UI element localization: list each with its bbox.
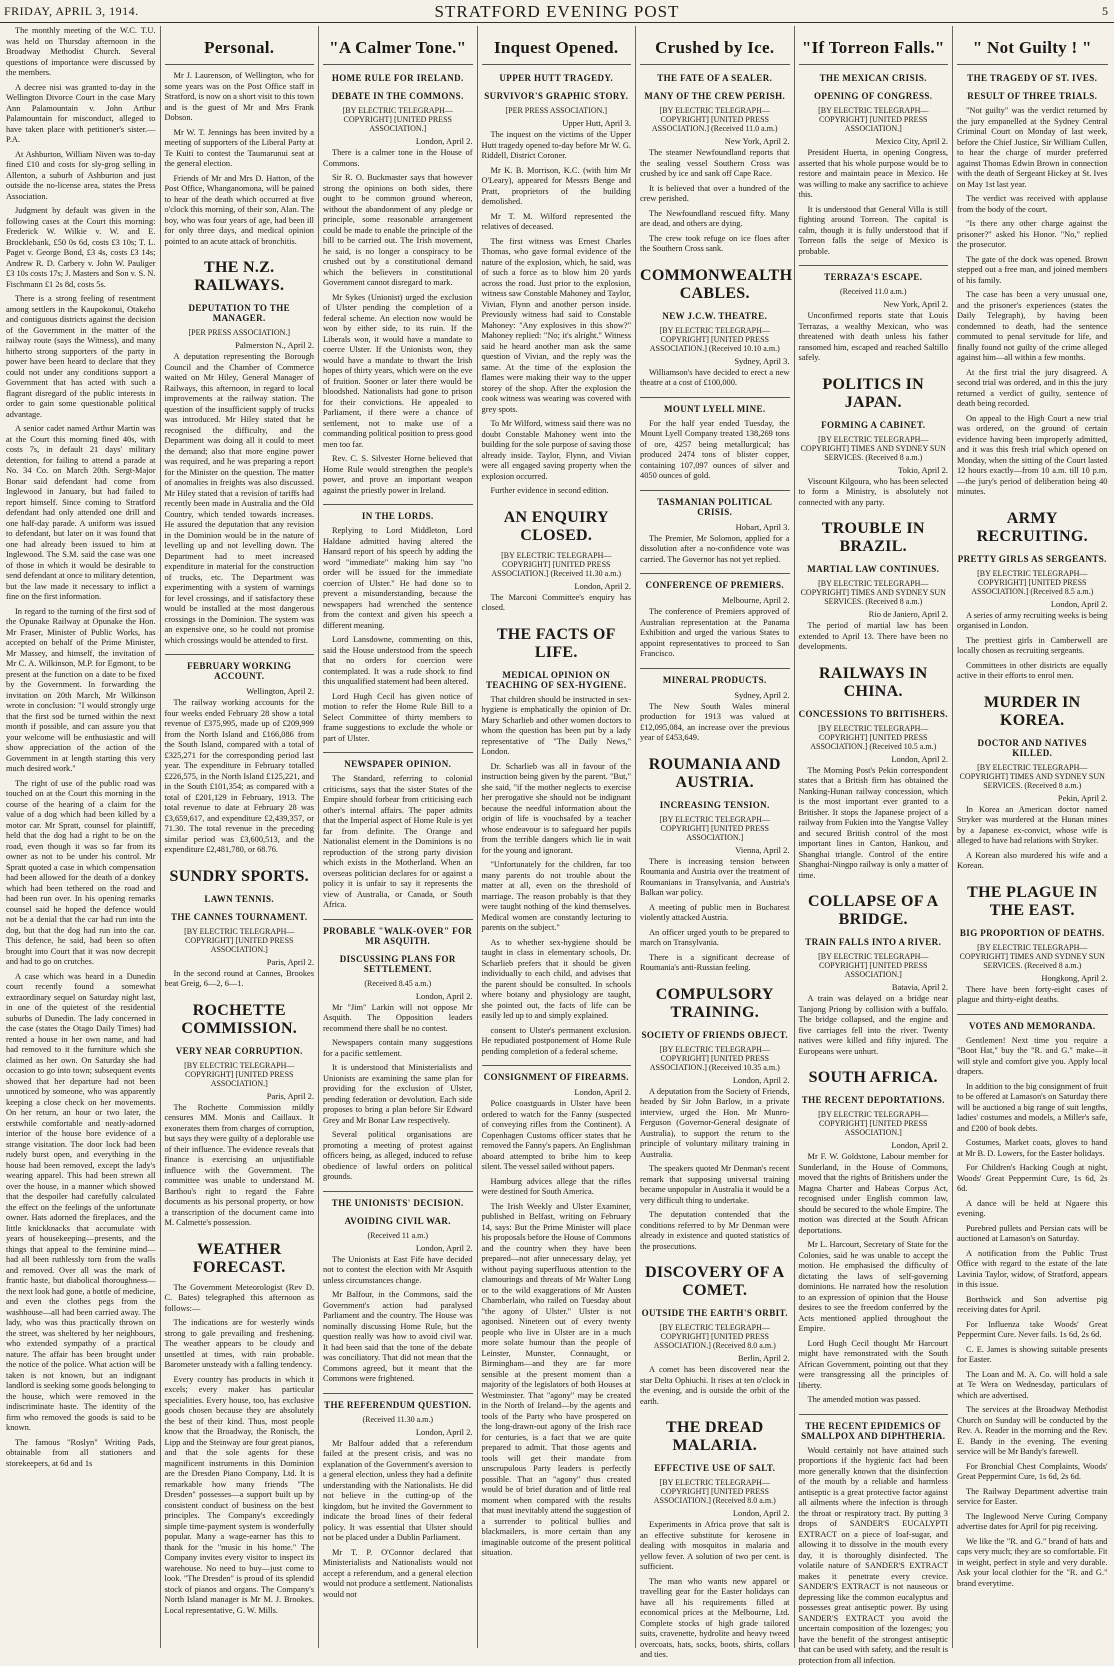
article-paragraph: Committees in other districts are equally active in their efforts to enrol men. (957, 661, 1108, 682)
article-paragraph: A decree nisi was granted to-day in the Wellington Divorce Court in the case Mary Ann Palamountain v. John Arthur Palamountain for misconduct, alleged to have taken place with petitioner's sister.—P.A. (6, 83, 156, 146)
masthead (0, 0, 1114, 23)
headline-roumania: ROUMANIA AND AUSTRIA. (640, 756, 790, 792)
article-paragraph: For the half year ended Tuesday, the Mount Lyell Company treated 138,269 tons of ore, 4257 being metallurgical; has produced 2474 tons of blister copper, containing 107,097 ounces of silver and 4050 ounces of gold. (640, 419, 790, 482)
article-paragraph: A senior cadet named Arthur Martin was at the Court this morning fined 40s, with costs 7s, in default 21 days' military detention, for failing to attend a parade at No. 34 Co. on March 20th. Sergt-Major Bonar said defendant had come from Inglewood in January, but had failed to report himself. Since coming to Stratford defendant had only attended one drill and one half-day parade. A uniform was issued to defendant, but later on it was found that one had already been issued to him at Inglewood. The S.M. said the case was one of those in which it would be desirable to send defendant at once to military detention, but the law made it necessary to inflict a fine on the first information. (6, 424, 156, 603)
dateline: London, April 2. (323, 136, 473, 146)
article-paragraph: The deputation contended that the conditions referred to by Mr Denman were already in existence and quoted statistics of the prosecutions. (640, 1210, 790, 1252)
subhead-settlement: DISCUSSING PLANS FOR SETTLEMENT. (323, 954, 473, 974)
article-paragraph: A case which was heard in a Dunedin court recently found a somewhat extraordinary sequel on Saturday night last, in one of the quietest of the residential suburbs of Dunedin. The lady concerned in the case (states the Otago Daily Times) had rented a house in her own name, and had had removed to it the furniture which she claimed as her own. On Saturday she had occasion to go into town; subsequent events showed that her departure had not been unnoticed by someone, who was apparently keeping a close check on her movements. On her return, an hour or two later, the erstwhile comfortable and neatly-adorned interior of the house bore evidence of a strange visitation. The door lock had been rudely burst open, and everything in the house had been removed, except the lady's wearing apparel. This had been strewn all over the house, in a manner which showed that the despoiler had carefully calculated the effect on the feelings of the unfortunate owner. Hats adorned the fireplaces, and the little knickknacks that accumulate with years of housekeeping—presents, and the things that appeal to the feminine mind—had all been ruthlessly torn from the walls and removed. Over all was the mark of frantic haste, but diabolical thoroughness—the next look had gone, a bottle of medicine, and even the clothes pegs from the washhouse—all had been carried away. The lady, who was thus practically thrown on the street, was sheltered by her neighbours, who extended sympathy of a practical nature. The affair has been brought under the notice of the police. What action will be taken is not known, but an indignant landlord is seeking some goods belonging to the house, which were removed in the indiscriminate haste. The identity of the firm who removed the goods is said to be known. (6, 972, 156, 1434)
dateline: London, April 2. (323, 1427, 473, 1437)
article-paragraph: In regard to the turning of the first sod of the Opunake Railway at Opunake the Hon. Mr Fraser, Minister of Public Works, has accepted on behalf of the Prime Minister, Mr Massey, and himself, the invitation of Mr C. A. Wilkinson, M.P. for Egmont, to be present at the function on a date to be fixed by the Government. In forwarding the invitation on 20th March, Mr Wilkinson wrote in conclusion: "I would strongly urge that the first sod be turned within the next month if possible, and can assure you that your welcome will be enthusiastic and will show appreciation of the action of the Government in at length starting this very much desired work." (6, 607, 156, 775)
theatre-paragraphs (640, 368, 790, 389)
opinion-paragraphs (323, 774, 473, 911)
dateline: Rio de Janiero, April 2. (799, 609, 949, 619)
article-paragraph: At Ashburton, William Niven was to-day fined £10 and costs for sly-grog selling in Allenton, a suburb of Ashburton and just outside the no-license area, states the Press Association. (6, 150, 156, 203)
headline-china-railways: RAILWAYS IN CHINA. (799, 665, 949, 701)
dateline: New York, April 2. (640, 136, 790, 146)
article-paragraph: "Not guilty" was the verdict returned by the jury empanelled at the Sydney Central Criminal Court on Monday of last week, before the Chief Justice, Sir William Cullen, to hear the charge of murder preferred against Thomas Edwin Brown in connection with the death of Sergeant Hickey at St. Ives on May 1st last year. (957, 106, 1108, 190)
article-paragraph: For Bronchial Chest Complaints, Woods' Great Peppermint Cure, 1s 6d, 2s 6d. (957, 1462, 1108, 1483)
credit-line: [BY ELECTRIC TELEGRAPH—COPYRIGHT] [UNITED PRESS ASSOCIATION.] (165, 927, 315, 954)
dateline: Batavia, April 2. (799, 982, 949, 992)
subhead-doctor: DOCTOR AND NATIVES KILLED. (957, 738, 1108, 758)
article-paragraph: There is increasing tension between Roumania and Austria over the treatment of Roumanians in Transylvania, and Austria's Balkan war policy. (640, 857, 790, 899)
article-paragraph: A notification from the Public Trust Office with regard to the estate of the late Lavinia Taylor, widow, of Stratford, appears in this issue. (957, 1249, 1108, 1291)
article-paragraph: The famous "Roslyn" Writing Pads, obtainable from all stationers and storekeepers, at 6d and 1s (6, 1438, 156, 1470)
article-paragraph: The right of use of the public road was touched on at the Court this morning in the course of the hearing of a claim for the value of a dog which had been killed by a motor car. Mr Spratt, counsel for plaintiff, held that the dog had a right to be on the road, even though it was so far from its owner as not to be under his control. Mr Spratt quoted a case in which compensation had been allowed for the death of a donkey which had been tethered on the road and had been run over. In his opening remarks counsel said he hoped the defence would not be a denial that the car had run into the dog, but that the dog had run into the car. This defence, he said, had been so often brought into Court that it was now decrepit and had to go on crutches. (6, 779, 156, 968)
firearms-paragraphs (482, 1099, 632, 1559)
article-paragraph: Williamson's have decided to erect a new theatre at a cost of £100,000. (640, 368, 790, 389)
subhead-corruption: VERY NEAR CORRUPTION. (165, 1046, 315, 1056)
article-paragraph: The Newfoundland rescued fifty. Many are dead, and others are dying. (640, 209, 790, 230)
subhead-crew: MANY OF THE CREW PERISH. (640, 91, 790, 101)
article-paragraph: The period of martial law has been extended to April 13. There have been no developments. (799, 621, 949, 653)
headline-sundry-sports: SUNDRY SPORTS. (165, 868, 315, 886)
article-paragraph: The Railway Department advertise train service for Easter. (957, 1487, 1108, 1508)
lyell-paragraphs (640, 419, 790, 482)
article-paragraph: The New South Wales mineral production for 1913 was valued at £12,095,084, an increase over the previous year of £453,649. (640, 702, 790, 744)
subhead-mexican-crisis: THE MEXICAN CRISIS. (799, 73, 949, 83)
dateline: Hongkong, April 2. (957, 973, 1108, 983)
credit-line: [BY ELECTRIC TELEGRAPH—COPYRIGHT] TIMES AND SYDNEY SUN SERVICES. (Received 8 a.m.) (957, 763, 1108, 790)
headline-compulsory-training: COMPULSORY TRAINING. (640, 986, 790, 1022)
walkover-paragraphs (323, 1003, 473, 1183)
subhead-sex-hygiene: MEDICAL OPINION ON TEACHING OF SEX-HYGIENE. (482, 670, 632, 690)
article-paragraph: Mr Balfour added that a referendum failed at the present crisis, and was no explanation of the Government's aversion to a general election, unless they had a definite understanding with the Nationalists. He did not believe in the cutting-up of the kingdom, but he invited the Government to indicate the broad lines of their federal policy. It was essential that Ulster should not be placed under a Dublin Parliament. (323, 1439, 473, 1544)
article-paragraph: The indications are for westerly winds strong to gale prevailing and freshening. The weather appears to be cloudy and unsettled at times, with rain probable. Barometer unsteady with a falling tendency. (165, 1318, 315, 1371)
headline-inquest: Inquest Opened. (482, 38, 632, 65)
headline-crushed-by-ice: Crushed by Ice. (640, 38, 790, 65)
dateline: Palmerston N., April 2. (165, 340, 315, 350)
article-paragraph: The Standard, referring to colonial criticisms, says that the sister States of the Empire should forbear from criticising each other's internal affairs. The paper admits that the Imperial aspect of Home Rule is yet far from definite. The Orange and Nationalist element in the Dominions is no reproduction of the strong party division which exists in the Motherland. When an overseas politician declares for or against a policy it is unfair to say it represents the view of Australia, or Canada, or South Africa. (323, 774, 473, 911)
article-paragraph: To Mr Wilford, witness said there was no doubt Constable Mahoney went into the building for the sole purpose of saving those already inside. Taylor, Flynn, and Vivian were all engaged saving property when the explosion occurred. (482, 419, 632, 482)
subhead-deaths: BIG PROPORTION OF DEATHS. (957, 928, 1108, 938)
headline-plague: THE PLAGUE IN THE EAST. (957, 884, 1108, 920)
article-paragraph: The conference of Premiers approved of Australian representation at the Panama Exhibition and urged the various States to appoint representatives to proceed to San Francisco. (640, 607, 790, 660)
personal-paragraphs (165, 71, 315, 247)
unionists-paragraphs (323, 1255, 473, 1385)
subhead-concessions: CONCESSIONS TO BRITISHERS. (799, 709, 949, 719)
article-paragraph: The Unionists at East Fife have decided not to contest the election with Mr Asquith unless circumstances change. (323, 1255, 473, 1287)
credit-line: [PER PRESS ASSOCIATION.] (165, 328, 315, 337)
commons-paragraphs (323, 148, 473, 496)
article-paragraph: There have been forty-eight cases of plague and thirty-eight deaths. (957, 985, 1108, 1006)
headline-malaria: THE DREAD MALARIA. (640, 1419, 790, 1455)
credit-line: [BY ELECTRIC TELEGRAPH—COPYRIGHT] [UNITED PRESS ASSOCIATION.] (165, 1061, 315, 1088)
article-paragraph: The first witness was Ernest Charles Thomas, who gave formal evidence of the nature of the explosion, which, he said, was of such a force as to blow him 20 yards across the road. Just prior to the explosion, witness saw Constable Mahoney and Taylor, Vivian, Flynn and another person inside. Previously witness had said to Constable Mahoney: "Any explosives in this show?" Mahoney replied: "No; it's alright." Witness said he heard another man ask the same question of Vivian, and the reply was the same. At the time of the explosion the flames were making their way to the upper storey of the shop. After the explosion the cook witness was wearing was covered with grey spots. (482, 237, 632, 416)
article-paragraph: There is a calmer tone in the House of Commons. (323, 148, 473, 169)
subhead-sealer: THE FATE OF A SEALER. (640, 73, 790, 83)
subhead-terraza: TERRAZA'S ESCAPE. (799, 265, 949, 282)
referendum-paragraphs (323, 1439, 473, 1601)
subhead-tasmania: TASMANIAN POLITICAL CRISIS. (640, 490, 790, 517)
headline-weather: WEATHER FORECAST. (165, 1241, 315, 1277)
subhead-mineral: MINERAL PRODUCTS. (640, 668, 790, 685)
dateline: London, April 2. (799, 1140, 949, 1150)
dateline: London, April 2. (482, 1087, 632, 1097)
article-paragraph: Would certainly not have attained such proportions if the hygienic fact had been more generally known that the disinfection of the mouth by a reliable and harmless antiseptic is a great protective factor against all ailments where the infection is through the throat or respiratory tract. By putting 3 drops of SANDER'S EUCALYPTI EXTRACT on a piece of loaf-sugar, and allowing it to dissolve in the mouth every day, it is thoroughly disinfected. The volatile nature of SANDER'S EXTRACT makes it penetrate every crevice. SANDER'S EXTRACT is not nauseous or depressing like the common eucalyptus and possesses great antiseptic power. By using SANDER'S EXTRACT you avoid the uncertain composition of the lozenges; you have the benefit of the strongest antiseptic that can be used with safety, and the result is protection from all infection. (799, 1446, 949, 1666)
tennis-paragraphs (165, 969, 315, 990)
article-paragraph: The inquest on the victims of the Upper Hutt tragedy opened to-day before Mr W. G. Riddell, District Coroner. (482, 130, 632, 162)
mineral-paragraphs (640, 702, 790, 744)
subhead-three-trials: RESULT OF THREE TRIALS. (957, 91, 1108, 101)
article-paragraph: In addition to the big consignment of fruit to be offered at Lamason's on Saturday there will be auctioned a big range of suit lengths, ladies' costumes and models, a Miller's safe, and £200 of book debts. (957, 1082, 1108, 1135)
column-3 (319, 26, 478, 1648)
credit-line: [BY ELECTRIC TELEGRAPH—COPYRIGHT] [UNITED PRESS ASSOCIATION.] (323, 106, 473, 133)
subhead-newspaper-opinion: NEWSPAPER OPINION. (323, 752, 473, 769)
credit-line: [PER PRESS ASSOCIATION.] (482, 106, 632, 115)
credit-line: [BY ELECTRIC TELEGRAPH—COPYRIGHT] [UNITED PRESS ASSOCIATION.] (Received 11.30 a.m.) (482, 551, 632, 578)
headline-commonwealth: COMMONWEALTH CABLES. (640, 267, 790, 303)
subhead-train: TRAIN FALLS INTO A RIVER. (799, 937, 949, 947)
bridge-paragraphs (799, 994, 949, 1057)
subhead-pretty-girls: PRETTY GIRLS AS SERGEANTS. (957, 554, 1108, 564)
article-paragraph: Lord Hugh Cecil thought Mr Harcourt might have remonstrated with the South African Government, pointing out that they were transgressing all the principles of liberty. (799, 1339, 949, 1392)
weather-paragraphs (165, 1283, 315, 1617)
article-paragraph: Replying to Lord Middleton, Lord Haldane admitted having altered the Hansard report of his speech by adding the word "immediate" making him say "no order will be issued for the immediate coercion of Ulster." He had done so to prevent a misunderstanding, because the newspapers had wrenched the sentence from the context and given his speech a different meaning. (323, 526, 473, 631)
article-paragraph: The gate of the dock was opened. Brown stepped out a free man, and joined members of his family. (957, 255, 1108, 287)
dateline: Tokio, April 2. (799, 465, 949, 475)
subhead-survivor: SURVIVOR'S GRAPHIC STORY. (482, 91, 632, 101)
dateline: Vienna, April 2. (640, 845, 790, 855)
dateline: Upper Hutt, April 3. (482, 118, 632, 128)
column-7 (953, 26, 1112, 1648)
dateline: Sydney, April 3. (640, 356, 790, 366)
article-paragraph: Newspapers contain many suggestions for a pacific settlement. (323, 1038, 473, 1059)
subhead-epidemics: THE RECENT EPIDEMICS OF SMALLPOX AND DIPHTHERIA. (799, 1414, 949, 1441)
article-paragraph: A dance will be held at Ngaere this evening. (957, 1199, 1108, 1220)
credit-line: [BY ELECTRIC TELEGRAPH—COPYRIGHT] [UNITED PRESS ASSOCIATION.] (799, 952, 949, 979)
article-paragraph: C. E. James is showing suitable presents for Easter. (957, 1345, 1108, 1366)
received-line: (Received 8.45 a.m.) (323, 979, 473, 988)
article-paragraph: The verdict was received with applause from the body of the court. (957, 194, 1108, 215)
article-paragraph: Mr T. P. O'Connor declared that Ministerialists and Nationalists would not accept a referendum, and a general election would not produce a settlement. Nationalists would not (323, 1548, 473, 1601)
article-paragraph: The man who wants new apparel or travelling gear for the Easter holidays can have all his requirements filled at economical prices at the Melbourne, Ltd. Complete stocks of high grade tailored suits, cravenette, hydrolite and heavy tweed overcoats, hats, socks, boots, shirts, collars and ties. (640, 1577, 790, 1661)
received-line: (Received 11 a.m.) (323, 1231, 473, 1240)
article-paragraph: Gentlemen! Next time you require a "Boot Hat," buy the "R. and G." make—it will style and comfort give you. Apply local drapers. (957, 1036, 1108, 1078)
subhead-mount-lyell: MOUNT LYELL MINE. (640, 397, 790, 414)
subhead-orbit: OUTSIDE THE EARTH'S ORBIT. (640, 1308, 790, 1318)
article-paragraph: Mr L. Harcourt, Secretary of State for the Colonies, said he was unable to accept the motion. He emphasised the difficulty of dictating the laws of self-governing dominions. He narrated how the resolution to an expression of opinion that the House desires to see the freedom conferred by the Acts mentioned applied throughout the Empire. (799, 1240, 949, 1335)
article-paragraph: Every country has products in which it excels; every maker has particular specialities. Every house, too, has exclusive goods chosen because they are absolutely the best of their kind. Thus, most people know that the Broadway, the Ronisch, the Lipp and the Steinway are four great pianos, and that the sole agents for these magnificent instruments in this Dominion are the Dresden Piano Company, Ltd. It is remarkable how many friends "The Dresden" possesses—a support built up by consistent conduct of business on the best principles. The Company's exceedingly simple time-payment system is wonderfully popular. Many a wage-earner has this to thank for the "music in his home." The Company invites every visitor to inspect its warehouse. No need to buy—just come to look. "The Dresden" is proud of its splendid stock of pianos and organs. The Company's North Island manager is Mr M. J. Brookes. Local representative, G. W. Mills. (165, 1375, 315, 1617)
subhead-cabinet: FORMING A CABINET. (799, 420, 949, 430)
headline-army-recruiting: ARMY RECRUITING. (957, 510, 1108, 546)
headline-not-guilty: " Not Guilty ! " (957, 38, 1108, 65)
article-paragraph: Judgment by default was given in the following cases at the Court this morning: Frederick W. Wilkie v. W. and E. Brocklebank, £50 0s 6d, costs £3 10s; T. L. Paget v. George Bond, £3 4s, costs £3 14s; Andrew R. D. Carbery v. John W. Pauliger £3 10s costs 17s; J. Masters and Son v. S. N. Fischmann £1 2s 8d, costs 5s. (6, 206, 156, 290)
newspaper-title: STRATFORD EVENING POST (0, 2, 1114, 22)
article-paragraph: There is a significant decrease of Roumania's anti-Russian feeling. (640, 953, 790, 974)
lords-paragraphs (323, 526, 473, 744)
article-paragraph: The Irish Weekly and Ulster Examiner, published in Belfast, writing on February 14, says: But the Prime Minister will place his proposals before the House of Commons and the country when they have been prepared—not after unnecessary delay, yet without paying superfluous attention to the clamourings and threats of Mr Walter Long or to the wild exaggerations of Mr Austen Chamberlain, who railed on Tuesday about "the agony of Ulster." Ulster is not agonised. Nineteen out of every twenty people who live in Ulster are in a much more solate humour than the people of Leinster, Munster, Connaught, or Birmingham—and they are far more sensible at the present moment than a majority of the legislators of both Houses at Westminster. That "agony" may be created in the North of Ireland—by the agents and tools of the Party who have prospered on the long-drawn-out agony of the Irish race for centuries, is a fact that we are quite prepared to admit. That those agents and tools will get their mandate from unscrupulous Party leaders is perfectly possible. That an "agony" thus created would be of brief duration and of little real moment when compared with the results that must inevitably attend the suggestion of a surrender to political bullies and blackmailers, is more certain than any imaginable outcome of the present political situation. (482, 1202, 632, 1559)
article-paragraph: In the second round at Cannes, Brookes beat Greig, 6—2, 6—1. (165, 969, 315, 990)
col1-paragraphs (6, 26, 156, 1469)
headline-torreon: "If Torreon Falls." (799, 38, 949, 65)
article-paragraph: The amended motion was passed. (799, 1395, 949, 1406)
article-paragraph: Hamburg advices allege that the rifles were destined for South America. (482, 1177, 632, 1198)
headline-bridge: COLLAPSE OF A BRIDGE. (799, 893, 949, 929)
article-paragraph: Dr. Scharlieb was all in favour of the instruction being given by the parent. "But," she said, "if the mother neglects to exercise her prerogative she should not be indignant because the needful information about the origin of life is vouchsafed by a teacher whose endeavour is to safeguard her pupils from the terrible dangers which lie in wait for the young and ignorant. (482, 762, 632, 857)
subhead-referendum: THE REFERENDUM QUESTION. (323, 1393, 473, 1410)
dateline: Paris, April 2. (165, 957, 315, 967)
article-paragraph: The Marconi Committee's enquiry has closed. (482, 593, 632, 614)
credit-line: [BY ELECTRIC TELEGRAPH—COPYRIGHT] [UNITED PRESS ASSOCIATION.] (799, 1110, 949, 1137)
subhead-firearms: CONSIGNMENT OF FIREARMS. (482, 1065, 632, 1082)
subhead-home-rule: HOME RULE FOR IRELAND. (323, 73, 473, 83)
article-paragraph: Lord Lansdowne, commenting on this, said the House understood from the speech that no orders for coercion were contemplated. It was a rude shock to find this unqualified statement had been altered. (323, 635, 473, 688)
brazil-paragraphs (799, 621, 949, 653)
subhead-walk-over: PROBABLE "WALK-OVER" FOR MR ASQUITH. (323, 919, 473, 946)
article-paragraph: A series of army recruiting weeks is being organised in London. (957, 611, 1108, 632)
subhead-theatre: NEW J.C.W. THEATRE. (640, 311, 790, 321)
subhead-lawn-tennis: LAWN TENNIS. (165, 894, 315, 904)
article-paragraph: "Is there any other charge against the prisoner?" asked his Honor. "No," replied the prosecutor. (957, 219, 1108, 251)
credit-line: [BY ELECTRIC TELEGRAPH—COPYRIGHT] [UNITED PRESS ASSOCIATION.] (640, 815, 790, 842)
dateline: London, April 2. (323, 1243, 473, 1253)
issue-date: FRIDAY, APRIL 3, 1914. (4, 4, 139, 19)
article-paragraph: Costumes, Market coats, gloves to hand at Mr B. D. Lowers, for the Easter holidays. (957, 1138, 1108, 1159)
column-6 (795, 26, 954, 1648)
subhead-friends: SOCIETY OF FRIENDS OBJECT. (640, 1030, 790, 1040)
headline-south-africa: SOUTH AFRICA. (799, 1069, 949, 1087)
subhead-civil-war: AVOIDING CIVIL WAR. (323, 1216, 473, 1226)
subhead-deportations: THE RECENT DEPORTATIONS. (799, 1095, 949, 1105)
epidemics-paragraphs (799, 1446, 949, 1666)
dateline: London, April 2. (482, 581, 632, 591)
training-paragraphs (640, 1087, 790, 1253)
article-paragraph: Several political organisations are promoting a meeting of protest against officers being, as alleged, induced to refuse obedience of lawful orders on political grounds. (323, 1130, 473, 1183)
dateline: London, April 2. (957, 599, 1108, 609)
dateline: London, April 2. (640, 1508, 790, 1518)
headline-facts-of-life: THE FACTS OF LIFE. (482, 626, 632, 662)
article-paragraph: The crew took refuge on ice floes after the Southern Cross sank. (640, 234, 790, 255)
credit-line: [BY ELECTRIC TELEGRAPH—COPYRIGHT] [UNITED PRESS ASSOCIATION.] (799, 106, 949, 133)
article-paragraph: Purebred pullets and Persian cats will be auctioned at Lamason's on Saturday. (957, 1224, 1108, 1245)
article-paragraph: Mr T. M. Wilford represented the relatives of deceased. (482, 212, 632, 233)
article-paragraph: That children should be instructed in sex-hygiene is emphatically the opinion of Dr. Mary Scharlieb and other women doctors to whom the question has been put by a lady representative of "The Daily News," London. (482, 695, 632, 758)
article-paragraph: Mr W. T. Jennings has been invited by a meeting of supporters of the Liberal Party at Te Kuiti to contest the Taumarunui seat at the general election. (165, 128, 315, 170)
dateline: Wellington, April 2. (165, 686, 315, 696)
article-paragraph: Rev. C. S. Silvester Horne believed that Home Rule would strengthen the people's power, and prove an important weapon against the priestly power in Ireland. (323, 454, 473, 496)
article-paragraph: Viscount Kilgoura, who has been selected to form a Ministry, is absolutely not connected with any party. (799, 477, 949, 509)
credit-line: [BY ELECTRIC TELEGRAPH—COPYRIGHT] TIMES AND SYDNEY SUN SERVICES. (Received 8 a.m.) (799, 435, 949, 462)
comet-paragraphs (640, 1365, 790, 1407)
article-paragraph: "Unfortunately for the children, far too many parents do not trouble about the matter at all, even on the threshold of marriage. The reason probably is that they were taught nothing of the kind themselves. Medical women are constantly lecturing to parents on the subject." (482, 860, 632, 934)
received-line: (Received 11.0 a.m.) (799, 287, 949, 296)
article-paragraph: Mr Balfour, in the Commons, said the Government's action had paralysed Parliament and the country. The House was nominally discussing Home Rule, but the question really was how to avoid civil war. It had been said that the tone of the debate was conciliatory. That did not mean that the Commons agreed, but it meant that the Commons were frightened. (323, 1290, 473, 1385)
headline-personal: Personal. (165, 38, 315, 65)
column-5 (636, 26, 795, 1648)
article-paragraph: A meeting of public men in Bucharest violently attacked Austria. (640, 903, 790, 924)
subhead-salt: EFFECTIVE USE OF SALT. (640, 1463, 790, 1473)
credit-line: [BY ELECTRIC TELEGRAPH—COPYRIGHT] [UNITED PRESS ASSOCIATION.] (Received 10.35 a.m.) (640, 1045, 790, 1072)
article-paragraph: President Huerta, in opening Congress, asserted that his whole purpose would be to restore and maintain peace in Mexico. He was willing to make any sacrifice to achieve this. (799, 148, 949, 201)
subhead-unionists: THE UNIONISTS' DECISION. (323, 1191, 473, 1208)
article-paragraph: The case has been a very unusual one, and the prisoner's experiences (states the Daily Telegraph), by having been condemned to death, had the sentence commuted to penal servitude for life, and finally found not guilty of the crime alleged against him—all within a few months. (957, 290, 1108, 364)
memoranda-paragraphs (957, 1036, 1108, 1590)
trial-paragraphs (957, 106, 1108, 498)
subhead-upper-hutt: UPPER HUTT TRAGEDY. (482, 73, 632, 83)
article-paragraph: The railway working accounts for the four weeks ended February 28 show a total revenue of £375,995, made up of £209,999 from the North Island and £166,086 from the South Island, compared with a total of £325,271 for the corresponding period last year. The expenditure in February totalled £226,575, in the North Island £125,221, and in the South £101,354; as compared with a total of £201,129 in February, 1913. The total revenue to date at February 28 was £3,659,617, and expenditure £2,439,357, or 71.30. The total revenue in the preceding similar period was £3,600,513, and the expenditure £2,481,780, or 68.76. (165, 698, 315, 856)
headline-comet: DISCOVERY OF A COMET. (640, 1264, 790, 1300)
received-line: (Received 11.30 a.m.) (323, 1415, 473, 1424)
roumania-paragraphs (640, 857, 790, 974)
credit-line: [BY ELECTRIC TELEGRAPH—COPYRIGHT] [UNITED PRESS ASSOCIATION.] (Received 8.5 a.m.) (957, 569, 1108, 596)
article-paragraph: The Inglewood Nerve Curing Company advertise dates for April for pig receiving. (957, 1512, 1108, 1533)
article-paragraph: Mr Sykes (Unionist) urged the exclusion of Ulster pending the completion of a federal scheme. An election now would be won by either side, to its ruin. If the Liberals won, it would have a mandate to coerce Ulster. If the Unionists won, they would have a mandate to thwart the Irish hopes of thirty years, which were on the eve of fruition. Sooner or later there would be bloodshed. Nationalists had gone to prison for their convictions. He appealed to Parliament, if there were a chance of settlement, not to make use of a commanding political position to press good men too far. (323, 293, 473, 451)
article-paragraph: Sir R. O. Buckmaster says that however strong the opinions on both sides, there ought to be common ground whereon, without the abandonment of any pledge or principle, some reasonable arrangement could be made to enable the principle of the bill to be carried out. The Irish movement, he said, is no longer a conspiracy to be crushed out by a constitutional demand which the believers in constitutional Government cannot disregard to mark. (323, 173, 473, 289)
article-paragraph: consent to Ulster's permanent exclusion. He repudiated postponement of Home Rule pending completion of a federal scheme. (482, 1026, 632, 1058)
article-paragraph: Friends of Mr and Mrs D. Hatton, of the Post Office, Whanganomona, will be pained to hear of the death which occurred at five o'clock this morning, of their son, Alan. The boy, who was four years of age, had been ill for only three days, and medical opinion pointed to an acute attack of bronchitis. (165, 174, 315, 248)
article-paragraph: For Influenza take Woods' Great Peppermint Cure. Never fails. 1s 6d, 2s 6d. (957, 1320, 1108, 1341)
dateline: London, April 2. (799, 754, 949, 764)
article-paragraph: The Rochette Commission mildly censures MM. Monis and Caillaux. It exonerates them from charges of corruption, but says they were guilty of a deplorable use of their influence. The evidence reveals that finance is exercising an unjustifiable influence with the Government. The committee was unable to understand M. Barthou's right to regard the Fabre documents as his personal property, or how a transcription of the document came into M. Calmette's possession. (165, 1103, 315, 1229)
subhead-lords: IN THE LORDS. (323, 504, 473, 521)
subhead-cannes: THE CANNES TOURNAMENT. (165, 912, 315, 922)
article-paragraph: The steamer Newfoundland reports that the sealing vessel Southern Cross was crushed by ice and sank off Cape Race. (640, 148, 790, 180)
dateline: Sydney, April 2. (640, 690, 790, 700)
credit-line: [BY ELECTRIC TELEGRAPH—COPYRIGHT] [UNITED PRESS ASSOCIATION.] (Received 10.5 a.m.) (799, 724, 949, 751)
article-paragraph: It is understood that Ministerialists and Unionists are examining the same plan for providing for the exclusion of Ulster, pending federation or devolution. Each side proposes to bring a plan before Sir Edward Grey and Mr Bonar Law respectively. (323, 1063, 473, 1126)
article-paragraph: A Korean also murdered his wife and a Korean. (957, 851, 1108, 872)
account-paragraphs (165, 698, 315, 856)
premiers-paragraphs (640, 607, 790, 660)
column-1 (2, 26, 161, 1648)
headline-calmer-tone: "A Calmer Tone." (323, 38, 473, 65)
article-paragraph: In Korea an American doctor named Stryker was murdered at the Hunan mines by a Japanese ex-convict, whose wife is alleged to have had relations with Stryker. (957, 805, 1108, 847)
credit-line: [BY ELECTRIC TELEGRAPH—COPYRIGHT] [UNITED PRESS ASSOCIATION.] (Received 8.0 a.m.) (640, 1478, 790, 1505)
article-paragraph: Further evidence in second edition. (482, 486, 632, 497)
credit-line: [BY ELECTRIC TELEGRAPH—COPYRIGHT] TIMES AND SYDNEY SUN SERVICES. (Received 8 a.m.) (957, 943, 1108, 970)
article-paragraph: A train was delayed on a bridge near Tanjong Priong by collision with a buffalo. The bridge collapsed, and the engine and five carriages fell into the river. Twenty natives were killed and fifty injured. The Europeans were unhurt. (799, 994, 949, 1057)
korea-paragraphs (957, 805, 1108, 872)
subhead-votes-memoranda: VOTES AND MEMORANDA. (957, 1014, 1108, 1031)
plague-paragraphs (957, 985, 1108, 1006)
article-paragraph: Mr J. Laurenson, of Wellington, who for some years was on the Post Office staff in Stratford, is now on a short visit to this town and is the guest of Mr and Mrs Frank Dobson. (165, 71, 315, 124)
article-paragraph: A comet has been discovered near the star Delta Ophiuchi. It rises at ten o'clock in the evening, and is outside the orbit of the earth. (640, 1365, 790, 1407)
credit-line: [BY ELECTRIC TELEGRAPH—COPYRIGHT] [UNITED PRESS ASSOCIATION.] (Received 11.0 a.m.) (640, 106, 790, 133)
japan-paragraphs (799, 477, 949, 509)
article-paragraph: The prettiest girls in Camberwell are locally chosen as recruiting sergeants. (957, 636, 1108, 657)
article-paragraph: It is believed that over a hundred of the crew perished. (640, 184, 790, 205)
subhead-congress: OPENING OF CONGRESS. (799, 91, 949, 101)
article-paragraph: An officer urged youth to be prepared to march on Transylvania. (640, 928, 790, 949)
railways-paragraphs (165, 352, 315, 646)
hygiene-paragraphs (482, 695, 632, 1022)
article-paragraph: The Government Meteorologist (Rev D. C. Bates) telegraphed this afternoon as follows:— (165, 1283, 315, 1315)
credit-line: [BY ELECTRIC TELEGRAPH—COPYRIGHT] [UNITED PRESS ASSOCIATION.] (Received 10.10 a.m.) (640, 326, 790, 353)
subhead-deputation: DEPUTATION TO THE MANAGER. (165, 303, 315, 323)
article-paragraph: The monthly meeting of the W.C. T.U. was held on Thursday afternoon in the Broadway Methodist Church. Several questions of importance were discussed by the members. (6, 26, 156, 79)
headline-korea: MURDER IN KOREA. (957, 694, 1108, 730)
article-paragraph: The Morning Post's Pekin correspondent states that a British firm has obtained the Nanking-Hunan railway concession, which is the most important ever granted to a Britisher. It stops the Japanese project of a railway from Fukien into the Yangtse Valley and secured British control of the most important lines in Canton, Hankou, and Shanghai triangle. Control of the entire Shanghai-Ningpo railway is only a matter of time. (799, 766, 949, 882)
headline-japan: POLITICS IN JAPAN. (799, 376, 949, 412)
article-paragraph: Lord Hugh Cecil has given notice of motion to refer the Home Rule Bill to a Select Committee of thirty members to frame suggestions to exclude the whole or part of Ulster. (323, 692, 473, 745)
recruiting-paragraphs (957, 611, 1108, 682)
article-paragraph: Mr "Jim" Larkin will not oppose Mr Asquith. The Opposition leaders recommend there shall be no contest. (323, 1003, 473, 1035)
africa-paragraphs (799, 1152, 949, 1406)
article-paragraph: The speakers quoted Mr Denman's recent remark that supposing universal training became unpopular in Australia it would be a very difficult thing to undertake. (640, 1164, 790, 1206)
inquest-paragraphs (482, 130, 632, 497)
dateline: Pekin, April 2. (957, 793, 1108, 803)
page-number: 5 (1102, 4, 1108, 19)
mexico-paragraphs (799, 148, 949, 257)
article-paragraph: Unconfirmed reports state that Louis Terrazas, a wealthy Mexican, who was threatened with death unless his father ransomed him, escaped and reached Saltillo safely. (799, 311, 949, 364)
article-paragraph: We like the "R. and G." brand of hats and caps very much; they are so comfortable. Fit in weight, perfect in style and very durable. Ask your local clothier for the "R. and G." brand everytime. (957, 1537, 1108, 1590)
subhead-martial-law: MARTIAL LAW CONTINUES. (799, 564, 949, 574)
article-paragraph: Police coastguards in Ulster have been ordered to watch for the Fanny (suspected of conveying rifles from the Continent). A Copenhagen Customs officer states that he removed the Fanny's papers. An Englishman aboard attempted to bribe him to keep silent. The vessel sailed without papers. (482, 1099, 632, 1173)
article-paragraph: A deputation from the Society of Friends, headed by Sir John Barlow, in a private interview, urged the Hon. Mr Munro-Ferguson (Governor-General designate of Australia), to support the return to the principle of voluntary military training in Australia. (640, 1087, 790, 1161)
dateline: London, April 2. (640, 1075, 790, 1085)
article-paragraph: At the first trial the jury disagreed. A second trial was ordered, and in this the jury returned a verdict of guilty, sentence of death being recorded. (957, 368, 1108, 410)
malaria-paragraphs (640, 1520, 790, 1661)
subhead-debate: DEBATE IN THE COMMONS. (323, 91, 473, 101)
dateline: Melbourne, April 2. (640, 595, 790, 605)
article-paragraph: The services at the Broadway Methodist Church on Sunday will be conducted by the Rev. A. Reader in the morning and the Rev. E. Bandy in the evening. The evening service will be Mr Bandy's farewell. (957, 1405, 1108, 1458)
terraza-paragraphs (799, 311, 949, 364)
dateline: Mexico City, April 2. (799, 136, 949, 146)
article-paragraph: Experiments in Africa prove that salt is an effective substitute for kerosene in dealing with mosquitos in malaria and yellow fever. A solution of two per cent. is sufficient. (640, 1520, 790, 1573)
dateline: Paris, April 2. (165, 1091, 315, 1101)
credit-line: [BY ELECTRIC TELEGRAPH—COPYRIGHT] TIMES AND SYDNEY SUN SERVICES. (Received 8 a.m.) (799, 579, 949, 606)
article-paragraph: As to whether sex-hygiene should be taught in class in elementary schools, Dr. Scharlieb prefers that it should be given individually to each child, and advises that the parent should be consulted. In schools where botany and physiology are taught, she pointed out, the facts of life can be easily led up to and simply explained. (482, 938, 632, 1022)
dateline: London, April 2. (323, 991, 473, 1001)
subhead-tension: INCREASING TENSION. (640, 800, 790, 810)
rochette-paragraphs (165, 1103, 315, 1229)
continued-paragraphs (482, 1026, 632, 1058)
article-paragraph: A deputation representing the Borough Council and the Chamber of Commerce waited on Mr Hiley, General Manager of Railways, this afternoon, in regard to local improvements at the railway station. The question of the insufficient supply of trucks was introduced. Mr Hiley stated that he recognised the difficulty, and the Department was doing all it could to meet the demand; also that more engine power was required, and he was preparing a report for the Minister on the question. The matter of anomalies in freights was also discussed. Mr Hiley stated that a revision of tariffs had recently been made in Australia and the Old Country, which tended towards increases. He assured the deputation that any revision in the Dominion would be in the nature of levelling up and not levelling down. The Department had to meet increased expenditure in material for the construction of trucks, etc. The Department was experimenting with a system of warnings for level crossings, and if satisfactory these would be installed at the most dangerous crossings in the Dominion. The system was an expensive one, so he could not promise which crossings would be attended to first. (165, 352, 315, 646)
article-paragraph: Mr F. W. Goldstone, Labour member for Sunderland, in the House of Commons, moved that the rights of Britishers under the Magna Charter and Habeas Corpus Act, recognised under English common law, should be secured to the whole Empire. The motion was directed at the South African deportations. (799, 1152, 949, 1236)
article-paragraph: For Children's Hacking Cough at night, Woods' Great Peppermint Cure, 1s 6d, 2s 6d. (957, 1163, 1108, 1195)
dateline: Berlin, April 2. (640, 1353, 790, 1363)
article-paragraph: There is a strong feeling of resentment among settlers in the Kaupokonui, Otakeho and contiguous districts against the decision of the Government in the matter of the railway route (says the Witness), and many hitherto strong supporters of the party in power have been heard to declare that they could not under any conditions support a Government that has acted with such a flagrant disregard of the public interests in order to gain some questionable political advantage. (6, 294, 156, 420)
article-paragraph: On appeal to the High Court a new trial was ordered, on the ground of certain evidence having been improperly admitted, and it was this fresh trial which opened on Monday, when the sitting of the Court lasted 12 hours exactly—from 10 a.m. till 10 p.m.—the jury's period of deliberation being 40 minutes. (957, 414, 1108, 498)
dateline: New York, April 2. (799, 299, 949, 309)
headline-enquiry-closed: AN ENQUIRY CLOSED. (482, 509, 632, 545)
tasmania-paragraphs (640, 534, 790, 566)
article-paragraph: Borthwick and Son advertise pig receiving dates for April. (957, 1295, 1108, 1316)
headline-brazil: TROUBLE IN BRAZIL. (799, 520, 949, 556)
headline-nz-railways: THE N.Z. RAILWAYS. (165, 259, 315, 295)
article-paragraph: The Premier, Mr Solomon, applied for a dissolution after a no-confidence vote was carried. The Governor has not yet replied. (640, 534, 790, 566)
dateline: Hobart, April 3. (640, 522, 790, 532)
subhead-february-account: FEBRUARY WORKING ACCOUNT. (165, 654, 315, 681)
subhead-st-ives: THE TRAGEDY OF ST. IVES. (957, 73, 1108, 83)
column-2 (161, 26, 320, 1648)
china-paragraphs (799, 766, 949, 882)
article-paragraph: The Loan and M. A. Co. will hold a sale at Te Wera on Wednesday, particulars of which are advertised. (957, 1370, 1108, 1402)
sealer-paragraphs (640, 148, 790, 255)
column-4 (478, 26, 637, 1648)
article-paragraph: Mr K. B. Morrison, K.C. (with him Mr O'Leary), appeared for Messrs Benge and Pratt, proprietors of the building demolished. (482, 166, 632, 208)
columns (2, 26, 1112, 1648)
enquiry-paragraphs (482, 593, 632, 614)
credit-line: [BY ELECTRIC TELEGRAPH—COPYRIGHT] [UNITED PRESS ASSOCIATION.] (Received 8.0 a.m.) (640, 1323, 790, 1350)
headline-rochette: ROCHETTE COMMISSION. (165, 1002, 315, 1038)
subhead-premiers: CONFERENCE OF PREMIERS. (640, 573, 790, 590)
article-paragraph: It is understood that General Villa is still fighting around Torreon. The capital is calm, though it is fully understood that if Torreon falls the seige of Mexico is probable. (799, 205, 949, 258)
